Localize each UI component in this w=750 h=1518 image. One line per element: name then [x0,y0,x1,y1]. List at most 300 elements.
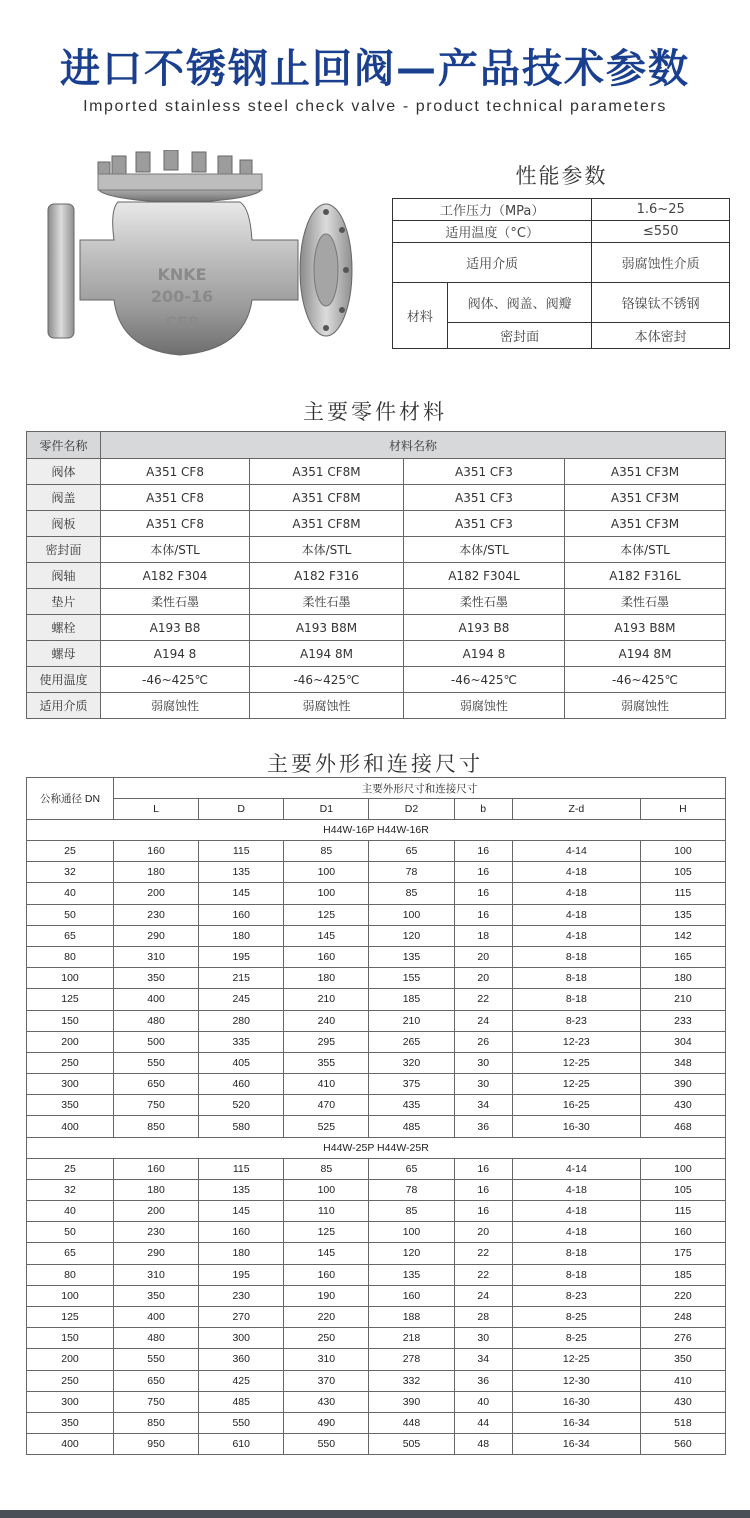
parts-cell: -46~425℃ [250,667,404,693]
dims-cell: 105 [640,1179,725,1200]
dims-cell: 160 [199,1222,284,1243]
dims-cell: 265 [369,1031,454,1052]
parts-cell: A351 CF3M [564,485,725,511]
dims-cell: 560 [640,1434,725,1455]
dims-cell: 65 [369,841,454,862]
dims-cell: 16-30 [512,1116,640,1137]
dims-group-row [27,820,726,841]
dims-cell: 160 [640,1222,725,1243]
dims-dn-cell: 150 [27,1010,114,1031]
parts-cell: -46~425℃ [101,667,250,693]
dims-cell: 16-34 [512,1412,640,1433]
dims-cell: 430 [640,1391,725,1412]
parts-cell: A193 B8 [101,615,250,641]
working-pressure-value: 1.6~25 [592,199,730,221]
dims-group-name: H44W-25P H44W-25R [27,1137,726,1158]
parts-row-name: 使用温度 [27,667,101,693]
dims-col-header: D2 [369,799,454,820]
parts-row-name: 阀盖 [27,485,101,511]
dims-row [27,1434,726,1455]
dims-cell: 115 [640,883,725,904]
dims-cell: 218 [369,1328,454,1349]
material-label: 材料 [393,283,448,349]
dims-cell: 180 [199,1243,284,1264]
dims-dn-cell: 350 [27,1412,114,1433]
dims-cell: 360 [199,1349,284,1370]
dims-cell: 210 [640,989,725,1010]
parts-cell: A351 CF8 [101,459,250,485]
dims-cell: 240 [284,1010,369,1031]
dims-cell: 4-18 [512,925,640,946]
dims-row [27,1349,726,1370]
dims-cell: 180 [640,968,725,989]
dims-cell: 20 [454,1222,512,1243]
parts-cell: A182 F316L [564,563,725,589]
parts-row [27,459,726,485]
dims-cell: 276 [640,1328,725,1349]
dims-cell: 4-14 [512,1158,640,1179]
dims-cell: 195 [199,946,284,967]
parts-cell: A193 B8M [250,615,404,641]
dims-cell: 85 [369,1201,454,1222]
dims-cell: 115 [640,1201,725,1222]
dims-cell: 250 [284,1328,369,1349]
parts-cell: 柔性石墨 [403,589,564,615]
dims-cell: 78 [369,1179,454,1200]
dims-row [27,1285,726,1306]
dims-cell: 160 [199,904,284,925]
dims-row [27,862,726,883]
dims-cell: 525 [284,1116,369,1137]
parts-cell: A193 B8 [403,615,564,641]
dims-cell: 34 [454,1095,512,1116]
dims-cell: 430 [284,1391,369,1412]
parts-cell: 弱腐蚀性 [101,693,250,719]
dims-cell: 610 [199,1434,284,1455]
dims-cell: 155 [369,968,454,989]
dims-row [27,1116,726,1137]
dims-dn-cell: 300 [27,1074,114,1095]
dims-dn-cell: 25 [27,1158,114,1179]
dims-row [27,904,726,925]
dims-cell: 505 [369,1434,454,1455]
valve-marking-material: CF8 [165,313,199,332]
check-valve-image [40,150,360,390]
parts-row [27,485,726,511]
dims-cell: 65 [369,1158,454,1179]
dims-cell: 332 [369,1370,454,1391]
dims-cell: 85 [369,883,454,904]
parts-row [27,511,726,537]
dims-cell: 220 [640,1285,725,1306]
dims-cell: 24 [454,1285,512,1306]
dims-cell: 8-18 [512,946,640,967]
dims-dn-cell: 200 [27,1349,114,1370]
dims-cell: 4-18 [512,883,640,904]
dims-cell: 435 [369,1095,454,1116]
dims-row [27,1222,726,1243]
parts-col-name: 零件名称 [27,432,101,459]
dims-cell: 950 [114,1434,199,1455]
dims-cell: 4-18 [512,1201,640,1222]
dims-cell: 750 [114,1391,199,1412]
dims-cell: 470 [284,1095,369,1116]
dims-cell: 44 [454,1412,512,1433]
dims-cell: 85 [284,841,369,862]
dims-cell: 85 [284,1158,369,1179]
dims-dn-cell: 200 [27,1031,114,1052]
dims-row [27,1201,726,1222]
dims-dn-cell: 100 [27,968,114,989]
dims-cell: 650 [114,1370,199,1391]
parts-row [27,693,726,719]
parts-cell: A351 CF3M [564,511,725,537]
parts-row-name: 螺栓 [27,615,101,641]
parts-cell: A182 F304 [101,563,250,589]
dims-row [27,1095,726,1116]
dims-group-name: H44W-16P H44W-16R [27,820,726,841]
dims-cell: 4-18 [512,904,640,925]
dims-cell: 375 [369,1074,454,1095]
dims-cell: 215 [199,968,284,989]
dims-cell: 290 [114,1243,199,1264]
performance-table [392,198,730,349]
parts-cell: A351 CF3 [403,459,564,485]
temperature-value: ≤550 [592,221,730,243]
dims-dn-cell: 300 [27,1391,114,1412]
dims-cell: 460 [199,1074,284,1095]
dims-cell: 48 [454,1434,512,1455]
dims-col-header: b [454,799,512,820]
dims-row [27,1010,726,1031]
dims-cell: 410 [640,1370,725,1391]
dims-dn-cell: 50 [27,904,114,925]
dims-cell: 8-25 [512,1306,640,1327]
parts-cell: 弱腐蚀性 [564,693,725,719]
dims-cell: 135 [199,862,284,883]
dims-cell: 350 [640,1349,725,1370]
parts-cell: A351 CF3M [564,459,725,485]
dims-cell: 135 [640,904,725,925]
dims-col-header: L [114,799,199,820]
dims-cell: 100 [640,1158,725,1179]
working-pressure-label: 工作压力（MPa） [393,199,592,221]
dims-row [27,1158,726,1179]
dims-cell: 233 [640,1010,725,1031]
dims-cell: 355 [284,1052,369,1073]
dims-cell: 145 [199,883,284,904]
parts-cell: 本体/STL [250,537,404,563]
parts-row-name: 阀板 [27,511,101,537]
dims-row [27,1264,726,1285]
parts-row [27,589,726,615]
dims-cell: 8-25 [512,1328,640,1349]
dims-cell: 100 [369,1222,454,1243]
dims-col-header: D1 [284,799,369,820]
dims-cell: 16 [454,841,512,862]
dims-dn-cell: 80 [27,946,114,967]
dims-cell: 12-25 [512,1349,640,1370]
dims-cell: 145 [284,1243,369,1264]
dims-row [27,1412,726,1433]
dims-cell: 16 [454,1179,512,1200]
parts-table [26,431,726,719]
dims-cell: 12-23 [512,1031,640,1052]
dims-cell: 750 [114,1095,199,1116]
dims-dn-cell: 40 [27,1201,114,1222]
parts-row [27,641,726,667]
dims-cell: 4-18 [512,862,640,883]
dims-dn-cell: 125 [27,989,114,1010]
dims-cell: 200 [114,883,199,904]
dims-cell: 850 [114,1116,199,1137]
medium-label: 适用介质 [393,243,592,283]
dims-cell: 480 [114,1328,199,1349]
dims-cell: 100 [284,1179,369,1200]
dims-cell: 290 [114,925,199,946]
dims-cell: 248 [640,1306,725,1327]
dimensions-table [26,777,726,1455]
dims-col-dn: 公称通径 DN [27,778,114,820]
dims-cell: 160 [114,1158,199,1179]
dims-cell: 12-25 [512,1074,640,1095]
page-title: 进口不锈钢止回阀—产品技术参数 [60,46,690,92]
dims-cell: 160 [369,1285,454,1306]
dims-row [27,1074,726,1095]
dims-cell: 335 [199,1031,284,1052]
seal-label: 密封面 [447,323,592,349]
dims-cell: 300 [199,1328,284,1349]
dims-cell: 12-25 [512,1052,640,1073]
dims-cell: 520 [199,1095,284,1116]
dims-cell: 190 [284,1285,369,1306]
dims-cell: 30 [454,1328,512,1349]
dims-cell: 18 [454,925,512,946]
dims-dn-cell: 400 [27,1116,114,1137]
parts-row [27,563,726,589]
dims-cell: 278 [369,1349,454,1370]
dims-cell: 105 [640,862,725,883]
valve-marking-size: 200-16 [150,287,214,306]
page-subtitle: Imported stainless steel check valve - product technical parameters [83,98,667,115]
parts-cell: A351 CF8 [101,485,250,511]
dims-cell: 400 [114,989,199,1010]
dimensions-title: 主要外形和连接尺寸 [267,752,483,776]
dims-cell: 430 [640,1095,725,1116]
dims-cell: 26 [454,1031,512,1052]
dims-cell: 8-18 [512,1264,640,1285]
dims-row [27,946,726,967]
parts-cell: 柔性石墨 [250,589,404,615]
dims-row [27,1306,726,1327]
dims-cell: 24 [454,1010,512,1031]
dims-cell: 40 [454,1391,512,1412]
parts-cell: 本体/STL [564,537,725,563]
dims-cell: 468 [640,1116,725,1137]
parts-cell: 柔性石墨 [101,589,250,615]
dims-cell: 16-34 [512,1434,640,1455]
dims-cell: 350 [114,968,199,989]
body-parts-label: 阀体、阀盖、阀瓣 [447,283,592,323]
parts-cell: A351 CF3 [403,511,564,537]
dims-cell: 4-18 [512,1222,640,1243]
dims-cell: 145 [199,1201,284,1222]
parts-row-name: 阀轴 [27,563,101,589]
footer-bar [0,1510,750,1518]
medium-value: 弱腐蚀性介质 [592,243,730,283]
dims-cell: 550 [199,1412,284,1433]
parts-cell: -46~425℃ [403,667,564,693]
dims-dn-cell: 80 [27,1264,114,1285]
dims-cell: 22 [454,989,512,1010]
parts-title: 主要零件材料 [303,400,447,424]
dims-cell: 210 [369,1010,454,1031]
dims-cell: 348 [640,1052,725,1073]
parts-cell: A194 8 [101,641,250,667]
dims-row [27,1031,726,1052]
dims-cell: 200 [114,1201,199,1222]
dims-cell: 310 [284,1349,369,1370]
dims-cell: 280 [199,1010,284,1031]
dims-cell: 135 [369,1264,454,1285]
parts-cell: A193 B8M [564,615,725,641]
dims-cell: 518 [640,1412,725,1433]
dims-cell: 115 [199,841,284,862]
dims-cell: 480 [114,1010,199,1031]
dims-cell: 230 [114,904,199,925]
dims-cell: 34 [454,1349,512,1370]
dims-cell: 20 [454,968,512,989]
parts-cell: A351 CF8M [250,459,404,485]
dims-cell: 4-18 [512,1179,640,1200]
valve-marking-brand: KNKE [157,265,207,284]
dims-cell: 16-30 [512,1391,640,1412]
dims-dn-cell: 50 [27,1222,114,1243]
parts-cell: -46~425℃ [564,667,725,693]
dims-cell: 295 [284,1031,369,1052]
temperature-label: 适用温度（°C） [393,221,592,243]
dims-cell: 30 [454,1052,512,1073]
dims-dn-cell: 40 [27,883,114,904]
dims-cell: 350 [114,1285,199,1306]
parts-row [27,537,726,563]
dims-cell: 230 [199,1285,284,1306]
dims-cell: 500 [114,1031,199,1052]
dims-cell: 390 [369,1391,454,1412]
dims-dn-cell: 32 [27,1179,114,1200]
dims-cell: 320 [369,1052,454,1073]
parts-cell: A194 8M [250,641,404,667]
parts-row [27,667,726,693]
dims-cell: 120 [369,925,454,946]
dims-row [27,925,726,946]
dims-cell: 485 [369,1116,454,1137]
dims-row [27,1179,726,1200]
parts-row-name: 阀体 [27,459,101,485]
dims-cell: 100 [640,841,725,862]
dims-cell: 142 [640,925,725,946]
dims-cell: 405 [199,1052,284,1073]
dims-cell: 8-18 [512,1243,640,1264]
parts-cell: A194 8 [403,641,564,667]
dims-cell: 78 [369,862,454,883]
dims-col-header: H [640,799,725,820]
dims-dn-cell: 100 [27,1285,114,1306]
dims-cell: 110 [284,1201,369,1222]
dims-cell: 180 [199,925,284,946]
dims-cell: 120 [369,1243,454,1264]
dims-cell: 20 [454,946,512,967]
dims-cell: 188 [369,1306,454,1327]
dims-cell: 550 [114,1349,199,1370]
parts-cell: A351 CF8M [250,485,404,511]
dims-cell: 8-23 [512,1010,640,1031]
dims-cell: 650 [114,1074,199,1095]
dims-cell: 125 [284,904,369,925]
parts-cell: 弱腐蚀性 [403,693,564,719]
dims-row [27,1370,726,1391]
dims-cell: 160 [284,1264,369,1285]
dims-cell: 180 [284,968,369,989]
dims-cell: 270 [199,1306,284,1327]
dims-cell: 390 [640,1074,725,1095]
dims-row [27,989,726,1010]
dims-cell: 175 [640,1243,725,1264]
performance-title: 性能参数 [515,164,608,188]
dims-cell: 100 [369,904,454,925]
dims-cell: 16 [454,1158,512,1179]
parts-row-name: 密封面 [27,537,101,563]
dims-dn-cell: 250 [27,1370,114,1391]
dims-dn-cell: 65 [27,925,114,946]
dims-cell: 220 [284,1306,369,1327]
dims-col-group: 主要外形尺寸和连接尺寸 [114,778,726,799]
parts-cell: A351 CF3 [403,485,564,511]
dims-cell: 180 [114,1179,199,1200]
dims-cell: 210 [284,989,369,1010]
parts-row-name: 适用介质 [27,693,101,719]
dims-cell: 16 [454,883,512,904]
dims-cell: 8-23 [512,1285,640,1306]
dims-dn-cell: 32 [27,862,114,883]
seal-value: 本体密封 [592,323,730,349]
dims-cell: 550 [284,1434,369,1455]
dims-cell: 230 [114,1222,199,1243]
parts-cell: 本体/STL [403,537,564,563]
dims-cell: 370 [284,1370,369,1391]
dims-cell: 410 [284,1074,369,1095]
dims-dn-cell: 65 [27,1243,114,1264]
dims-cell: 185 [640,1264,725,1285]
dims-cell: 100 [284,862,369,883]
dims-cell: 16 [454,1201,512,1222]
dims-dn-cell: 125 [27,1306,114,1327]
dims-cell: 448 [369,1412,454,1433]
dims-cell: 580 [199,1116,284,1137]
dims-cell: 22 [454,1243,512,1264]
dims-cell: 16 [454,904,512,925]
dims-cell: 310 [114,1264,199,1285]
dims-row [27,1328,726,1349]
parts-row-name: 螺母 [27,641,101,667]
dims-cell: 125 [284,1222,369,1243]
dims-cell: 135 [199,1179,284,1200]
parts-cell: 柔性石墨 [564,589,725,615]
dims-cell: 36 [454,1370,512,1391]
dims-cell: 195 [199,1264,284,1285]
dims-dn-cell: 25 [27,841,114,862]
dims-cell: 304 [640,1031,725,1052]
